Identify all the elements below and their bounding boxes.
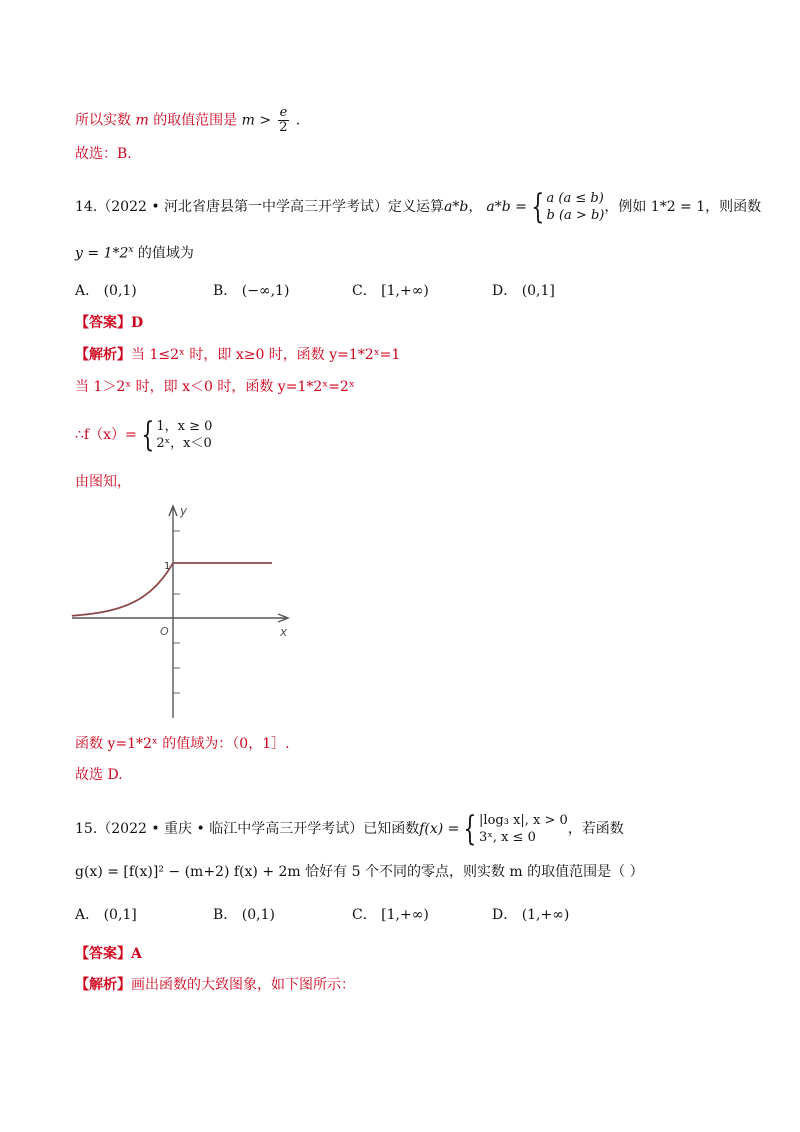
q15-analysis-1: 【解析】画出函数的大致图象，如下图所示： (75, 977, 355, 993)
q14-range: 函数 y=1*2ˣ 的值域为：（0，1］. (75, 736, 290, 752)
q14-option-c: C． [1,+∞) (352, 283, 429, 299)
y-axis-label: y (180, 504, 188, 518)
q14-piecewise-f: ∴f（x）= { 1，x ≥ 0 2ˣ，x＜0 (75, 415, 213, 455)
prev-choice: 故选：B. (75, 146, 132, 162)
q14-piecewise: { a (a ≤ b) b (a > b) (531, 187, 605, 227)
q15-option-a: A． (0,1] (75, 907, 137, 923)
q15-option-b: B． (0,1) (213, 907, 275, 923)
q15-option-c: C． [1,+∞) (352, 907, 429, 923)
q15-option-d: D． (1,+∞) (492, 907, 570, 923)
q14-option-a: A． (0,1) (75, 283, 137, 299)
q14-analysis-1: 【解析】当 1≤2ˣ 时，即 x≥0 时，函数 y=1*2ˣ=1 (75, 347, 401, 363)
q14-graph (60, 498, 300, 722)
q14-choice: 故选 D. (75, 767, 123, 783)
origin-label: O (160, 625, 169, 638)
x-axis-label: x (280, 625, 288, 639)
q14-option-d: D． (0,1] (492, 283, 555, 299)
exp-curve (72, 563, 173, 616)
q14-answer: 【答案】D (75, 315, 144, 331)
q15-answer: 【答案】A (75, 946, 142, 962)
y-ticks (173, 531, 180, 693)
prev-conclusion: 所以实数 m 的取值范围是 m > $\frac{e}{2}$ . (75, 105, 301, 135)
fraction-e-over-2: $\frac{e}{2}$ (279, 105, 288, 135)
q14-from-graph: 由图知， (75, 474, 131, 490)
one-label: 1 (164, 561, 171, 572)
q14-analysis-2: 当 1＞2ˣ 时，即 x＜0 时，函数 y=1*2ˣ=2ˣ (75, 379, 355, 395)
q14-stem-line1: 14.（2022 • 河北省唐县第一中学高三开学考试）定义运算 a*b ， a*b = { a (a ≤ b) b (a > b) ，例如 1*2 = 1，则函数 (75, 187, 762, 227)
q14-stem-line2: $y = 1*2^x$ 的值域为 (75, 245, 194, 262)
q15-stem-line1: 15.（2022 • 重庆 • 临江中学高三开学考试）已知函数 f(x) = { |log₃ x|, x > 0 3ˣ, x ≤ 0 ，若函数 (75, 809, 624, 849)
q15-stem-line2: g(x) = [f(x)]² − (m+2) f(x) + 2m 恰好有 5 个不同的零点，则实数 m 的取值范围是（ ） (75, 864, 644, 880)
q14-option-b: B． (−∞,1) (213, 283, 290, 299)
